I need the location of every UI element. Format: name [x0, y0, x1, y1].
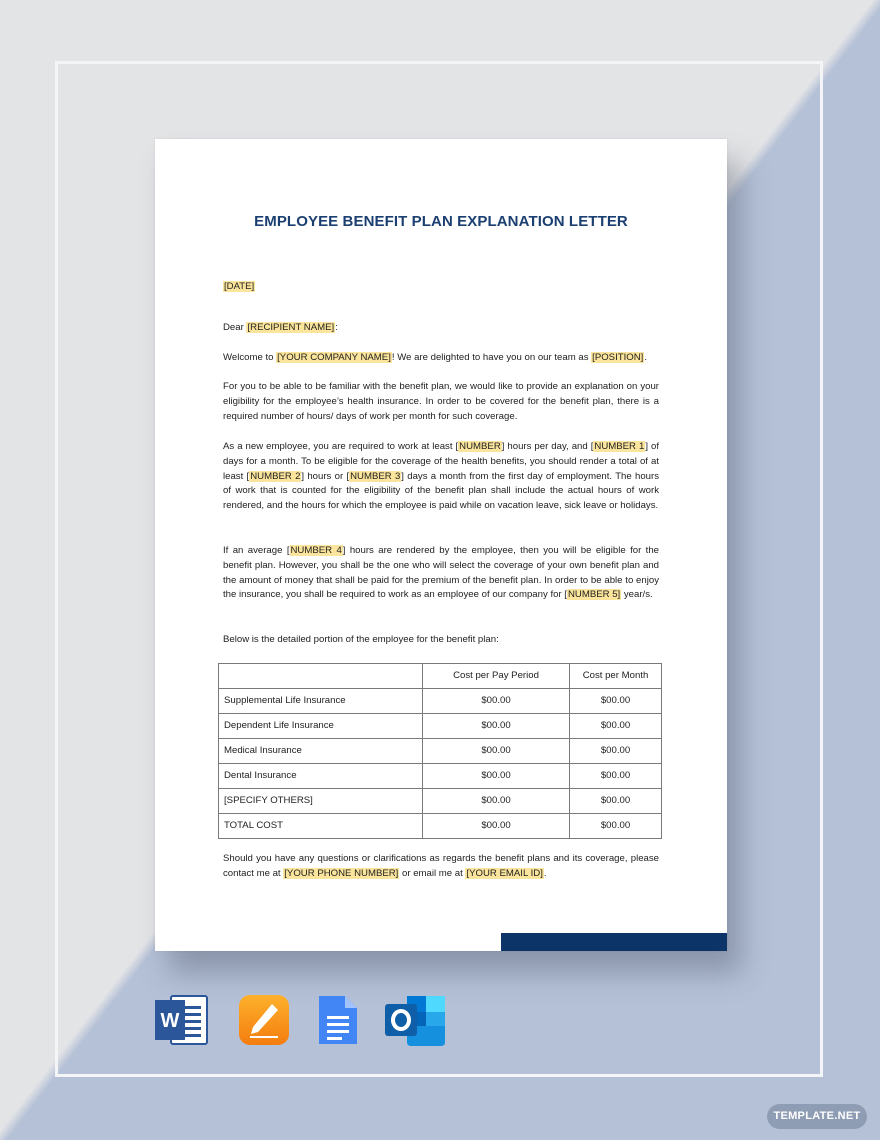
- hours-paragraph: [223, 440, 659, 514]
- table-cell: $00.00: [423, 814, 570, 839]
- closing-end: .: [543, 867, 547, 879]
- salutation-end: :: [335, 322, 338, 333]
- watermark-badge: TEMPLATE.NET: [767, 1104, 867, 1129]
- company-placeholder: [YOUR COMPANY NAME]: [277, 352, 391, 363]
- word-icon[interactable]: [155, 994, 207, 1046]
- app-icon-row: [155, 994, 455, 1046]
- number-2-placeholder: NUMBER 2: [250, 470, 301, 482]
- document-title: EMPLOYEE BENEFIT PLAN EXPLANATION LETTER: [254, 213, 628, 230]
- hours-text-2: ] hours per day, and [: [501, 441, 594, 452]
- number-3-placeholder: NUMBER 3: [350, 470, 401, 482]
- closing-text-2: or email me at: [399, 867, 466, 879]
- number-placeholder: NUMBER: [459, 441, 501, 452]
- closing-text-1: Should you have any questions or clarifications as regards the benefit plans and its coverage, please contact me at: [223, 853, 659, 879]
- benefit-cost-table: [218, 663, 662, 839]
- position-placeholder: [POSITION]: [592, 352, 644, 363]
- accent-bar: [501, 933, 727, 951]
- table-cell: TOTAL COST: [219, 814, 423, 839]
- table-row: [219, 789, 662, 814]
- table-cell: $00.00: [570, 814, 662, 839]
- closing-paragraph: [223, 852, 659, 882]
- outlook-icon[interactable]: [385, 994, 437, 1046]
- table-cell: Supplemental Life Insurance: [219, 689, 423, 714]
- table-cell: $00.00: [570, 714, 662, 739]
- table-cell: $00.00: [423, 789, 570, 814]
- svg-text:W: W: [160, 1010, 180, 1032]
- table-header-cell: [219, 664, 423, 689]
- table-cell: $00.00: [570, 689, 662, 714]
- table-header-row: [219, 664, 662, 689]
- hours-text-5: ] days a month from the first day of employment. The hours of work that is counted for the eligibility of the benefit plan shall include the actual hours of work rendered, and the hours for which the employee is paid while on vacation leave, sick leave or holidays.: [223, 470, 659, 512]
- table-row: [219, 764, 662, 789]
- avg-text-1: If an average [: [223, 545, 290, 556]
- table-header-cell: Cost per Pay Period: [423, 664, 570, 689]
- welcome-text-1: Welcome to: [223, 352, 277, 363]
- welcome-end: .: [644, 352, 648, 363]
- hours-text-4: ] hours or [: [301, 470, 350, 482]
- table-row: [219, 689, 662, 714]
- number-1-placeholder: NUMBER 1: [594, 441, 645, 452]
- table-cell: $00.00: [423, 689, 570, 714]
- salutation: [223, 321, 659, 336]
- table-cell: Medical Insurance: [219, 739, 423, 764]
- number-4-placeholder: NUMBER 4: [290, 545, 342, 556]
- table-cell: Dental Insurance: [219, 764, 423, 789]
- hours-text-1: As a new employee, you are required to work at least [: [223, 441, 459, 452]
- date-placeholder: [DATE]: [224, 281, 255, 292]
- table-cell: $00.00: [423, 739, 570, 764]
- recipient-placeholder: [RECIPIENT NAME]: [247, 322, 335, 333]
- table-cell: $00.00: [423, 764, 570, 789]
- number-5-placeholder: NUMBER 5]: [567, 589, 621, 601]
- document-page: [155, 139, 727, 951]
- email-placeholder: [YOUR EMAIL ID]: [466, 867, 543, 879]
- table-cell: $00.00: [423, 714, 570, 739]
- table-cell: $00.00: [570, 739, 662, 764]
- table-header-cell: Cost per Month: [570, 664, 662, 689]
- table-cell: $00.00: [570, 789, 662, 814]
- google-docs-icon[interactable]: [317, 994, 369, 1046]
- table-row: [219, 814, 662, 839]
- welcome-text-2: ! We are delighted to have you on our team as: [391, 352, 592, 363]
- table-cell: [SPECIFY OTHERS]: [219, 789, 423, 814]
- hours-text-3: ] of days for a month. To be eligible for the coverage of the health benefits, you should render a total of at least [: [223, 441, 659, 482]
- table-cell: $00.00: [570, 764, 662, 789]
- table-row: [219, 714, 662, 739]
- table-intro: Below is the detailed portion of the employee for the benefit plan:: [223, 634, 499, 645]
- salutation-text: Dear: [223, 322, 247, 333]
- phone-placeholder: [YOUR PHONE NUMBER]: [284, 867, 399, 879]
- table-row: [219, 739, 662, 764]
- table-cell: Dependent Life Insurance: [219, 714, 423, 739]
- date-line: [223, 280, 659, 295]
- average-hours-paragraph: [223, 544, 659, 603]
- intro-paragraph: For you to be able to be familiar with the benefit plan, we would like to provide an explanation on your eligibility for the employee’s health insurance. In order to be covered for the benefit plan, there is a required number of hours/ days of work per month for such coverage.: [223, 381, 659, 422]
- pages-icon[interactable]: [238, 994, 290, 1046]
- welcome-paragraph: [223, 351, 659, 366]
- avg-text-2: ] hours are rendered by the employee, then you will be eligible for the benefit plan. However, you shall be the one who will select the coverage of your own benefit plan and the amount of money that shall be paid for the premium of the benefit plan. In order to be able to enjoy the insurance, you shall be required to work as an employee of our company for [: [223, 545, 659, 601]
- avg-text-3: year/s.: [621, 589, 653, 601]
